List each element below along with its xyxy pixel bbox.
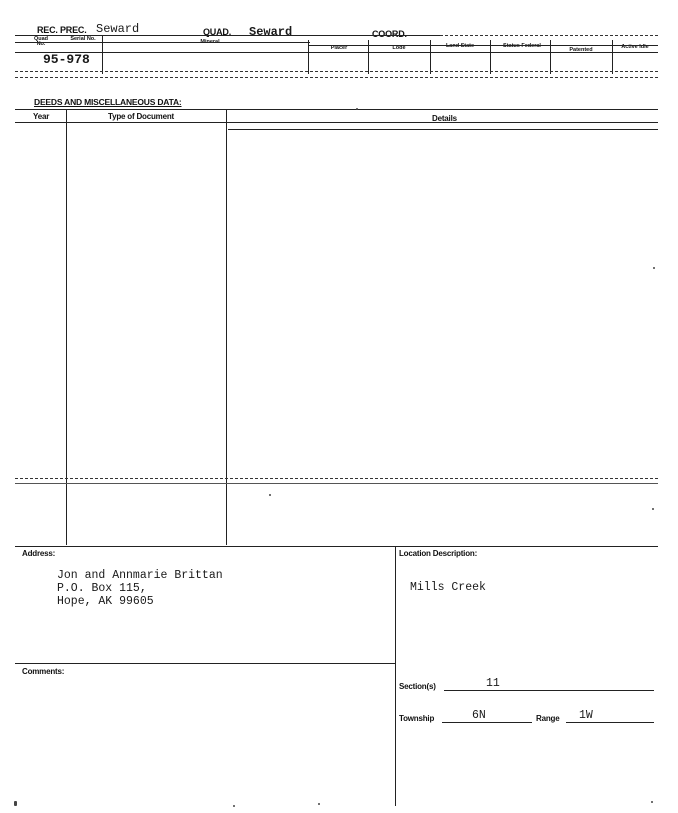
col-status-federal: Status Federal bbox=[503, 43, 541, 49]
col-land-state: Land State bbox=[445, 43, 475, 49]
coord-label: COORD. bbox=[372, 29, 407, 39]
deeds-section-title: DEEDS AND MISCELLANEOUS DATA: bbox=[34, 97, 182, 107]
deeds-fold-dashed bbox=[15, 478, 658, 479]
deeds-top-rule bbox=[15, 109, 658, 110]
col-lode: Lode bbox=[392, 45, 406, 51]
quad-value: Seward bbox=[249, 25, 293, 39]
header-bottom-dashed bbox=[15, 71, 658, 72]
township-label: Township bbox=[399, 714, 435, 723]
deeds-bottom-rule bbox=[15, 546, 658, 547]
deeds-type-divider bbox=[226, 109, 227, 545]
col-type-of-document: Type of Document bbox=[108, 112, 174, 121]
address-line: P.O. Box 115, bbox=[57, 582, 147, 595]
header-bottom-dashed bbox=[15, 77, 658, 78]
status-subheader-rule bbox=[308, 45, 658, 46]
header-divider bbox=[368, 40, 369, 74]
scan-speck bbox=[318, 803, 320, 805]
deeds-fold-rule bbox=[15, 483, 658, 484]
col-placer: Placer bbox=[330, 45, 348, 51]
address-line: Jon and Annmarie Brittan bbox=[57, 569, 223, 582]
range-underline bbox=[566, 722, 654, 723]
col-patented: Patented bbox=[569, 47, 593, 53]
col-serial-no: Serial No. bbox=[70, 36, 96, 42]
header-mid-rule bbox=[15, 52, 658, 53]
header-divider bbox=[430, 40, 431, 74]
address-comments-rule bbox=[15, 663, 395, 664]
col-active-idle: Active Idle bbox=[621, 44, 649, 50]
details-header-rule bbox=[228, 129, 658, 130]
township-value: 6N bbox=[472, 709, 486, 722]
scan-speck bbox=[653, 267, 655, 269]
col-quad-no: Quad No. bbox=[33, 36, 49, 47]
deeds-header-rule bbox=[15, 122, 658, 123]
serial-value: 95-978 bbox=[43, 52, 90, 67]
scan-speck bbox=[269, 494, 271, 496]
col-year: Year bbox=[33, 112, 50, 121]
scan-speck bbox=[356, 108, 358, 110]
section-underline bbox=[444, 690, 654, 691]
quad-label: QUAD. bbox=[203, 27, 231, 37]
section-label: Section(s) bbox=[399, 682, 436, 691]
deeds-year-divider bbox=[66, 109, 67, 545]
address-line: Hope, AK 99605 bbox=[57, 595, 154, 608]
rec-prec-value: Seward bbox=[96, 22, 140, 36]
header-divider bbox=[550, 40, 551, 74]
scan-speck bbox=[233, 805, 235, 807]
col-mineral: Mineral bbox=[200, 39, 220, 45]
header-divider bbox=[490, 40, 491, 74]
comments-label: Comments: bbox=[22, 667, 65, 676]
range-value: 1W bbox=[579, 709, 593, 722]
township-underline bbox=[442, 722, 532, 723]
scan-speck bbox=[651, 801, 653, 803]
header-divider bbox=[102, 36, 103, 74]
location-description-value: Mills Creek bbox=[410, 581, 486, 594]
scan-speck bbox=[14, 801, 17, 806]
rec-prec-label: REC. PREC. bbox=[37, 25, 87, 35]
range-label: Range bbox=[536, 714, 560, 723]
header-top-rule-dashed bbox=[440, 35, 658, 36]
section-value: 11 bbox=[486, 677, 500, 690]
address-location-divider bbox=[395, 546, 396, 806]
location-description-label: Location Description: bbox=[399, 549, 478, 558]
col-details: Details bbox=[432, 114, 457, 123]
address-label: Address: bbox=[22, 549, 56, 558]
header-divider bbox=[308, 40, 309, 74]
scan-speck bbox=[652, 508, 654, 510]
header-divider bbox=[612, 40, 613, 74]
